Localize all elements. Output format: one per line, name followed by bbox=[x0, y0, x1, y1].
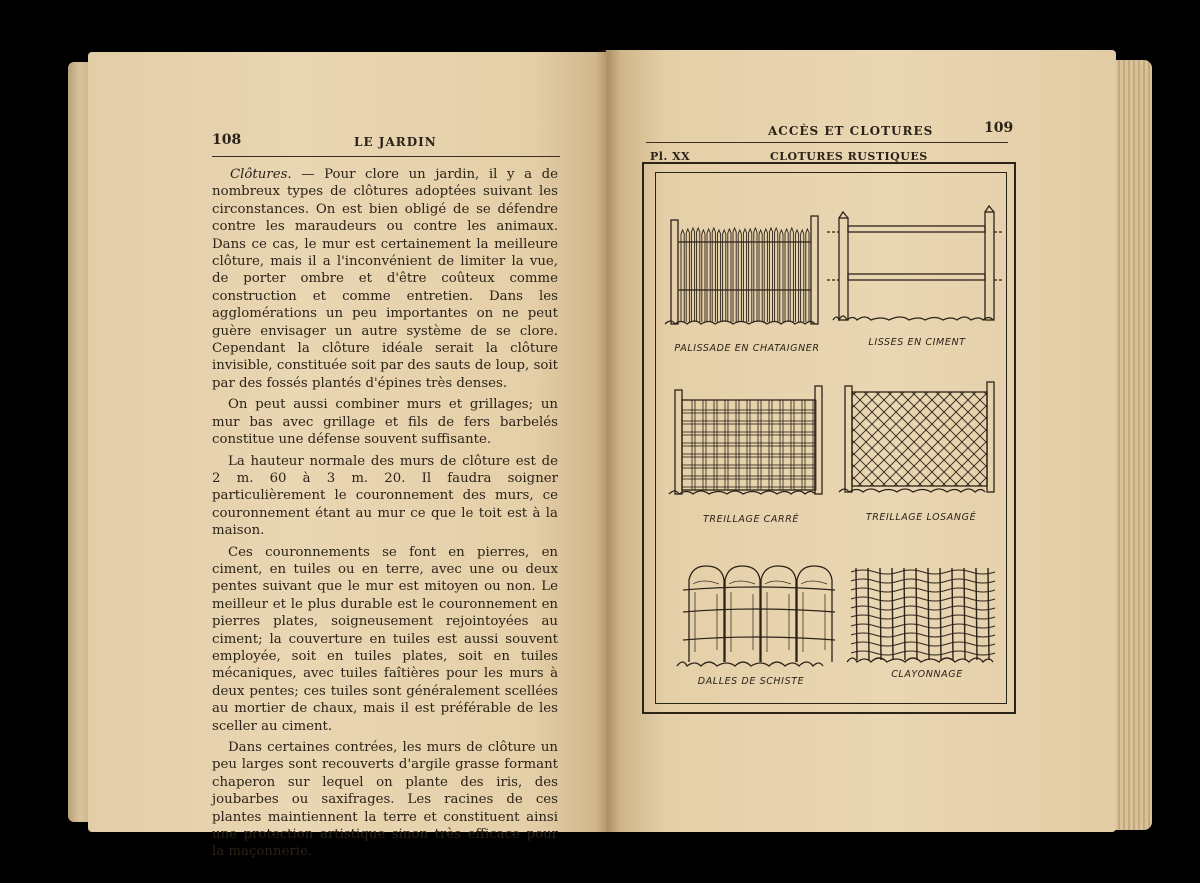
plate-illustrations bbox=[655, 172, 1007, 704]
caption-wattle: CLAYONNAGE bbox=[891, 669, 963, 680]
plate-number: Pl. XX bbox=[650, 150, 691, 163]
right-header-rule bbox=[646, 142, 1008, 143]
right-page-number: 109 bbox=[984, 120, 1014, 136]
caption-square-trellis: TREILLAGE CARRÉ bbox=[702, 514, 799, 525]
left-page-number: 108 bbox=[212, 132, 242, 148]
paragraph-1 bbox=[212, 166, 558, 392]
plate-title: CLOTURES RUSTIQUES bbox=[770, 150, 928, 163]
caption-diamond-trellis: TREILLAGE LOSANGÉ bbox=[865, 512, 977, 523]
caption-palisade: PALISSADE EN CHATAIGNER bbox=[674, 343, 820, 354]
palisade-illustration bbox=[665, 216, 818, 324]
caption-slate-slabs: DALLES DE SCHISTE bbox=[697, 676, 805, 687]
left-running-head: LE JARDIN bbox=[354, 135, 437, 149]
right-running-head: ACCÈS ET CLOTURES bbox=[768, 124, 934, 138]
left-page-body bbox=[212, 166, 558, 865]
caption-cement-rails: LISSES EN CIMENT bbox=[868, 337, 966, 348]
square-trellis-illustration bbox=[669, 386, 822, 494]
section-lead: Clôtures. bbox=[230, 167, 292, 182]
paragraph-2: On peut aussi combiner murs et grillages; un mur bas avec grillage et fils de fers barbelés constitue une défense souvent suffisante. bbox=[212, 397, 558, 448]
wattle-illustration bbox=[847, 568, 995, 662]
paragraph-text: — Pour clore un jardin, il y a de nombreux types de clôtures adoptées suivant les circonstances. On est bien obligé de se défendre contre les maraudeurs ou contre les animaux. Dans ce cas, le mur est certainement la meilleure clôture, mais il a l'inconvénient de limiter la vue, de porter ombre et d'être coûteux comme construction et comme entretien. Dans les agglomérations un peu importantes on ne peut guère envisager un autre système de se clore. Cependant la clôture idéale serait la clôture invisible, constituée soit par des sauts de loup, soit par des fossés plantés d'épines très denses. bbox=[212, 167, 558, 391]
paragraph-3: La hauteur normale des murs de clôture est de 2 m. 60 à 3 m. 20. Il faudra soigner particulièrement le couronnement des murs, ce couronnement étant au mur ce que le toit est à la maison. bbox=[212, 453, 558, 539]
paragraph-5: Dans certaines contrées, les murs de clôture un peu larges sont recouverts d'argile grasse formant chaperon sur lequel on plante des iris, des joubarbes ou saxifrages. Les racines de ces plantes maintiennent la terre et constituent ainsi une protection artistique sinon très efficace pour la maçonnerie. bbox=[212, 740, 558, 860]
book-gutter bbox=[596, 50, 620, 832]
diamond-trellis-illustration bbox=[732, 382, 1007, 492]
left-header-rule bbox=[212, 156, 560, 157]
slate-slabs-illustration bbox=[677, 566, 835, 666]
cement-rails-illustration bbox=[827, 206, 1002, 320]
paragraph-4: Ces couronnements se font en pierres, en ciment, en tuiles ou en terre, avec une ou deux pentes suivant que le mur est mitoyen ou non. Le meilleur et le plus durable est le couronnement en pierres plates, soigneusement rejointoyées au ciment; la couverture en tuiles est aussi souvent employée, soit en tuiles plates, soit en tuiles mécaniques, avec tuiles faîtières pour les murs à deux pentes; ces tuiles sont généralement scellées au mortier de chaux, mais il est préférable de les sceller au ciment. bbox=[212, 544, 558, 734]
